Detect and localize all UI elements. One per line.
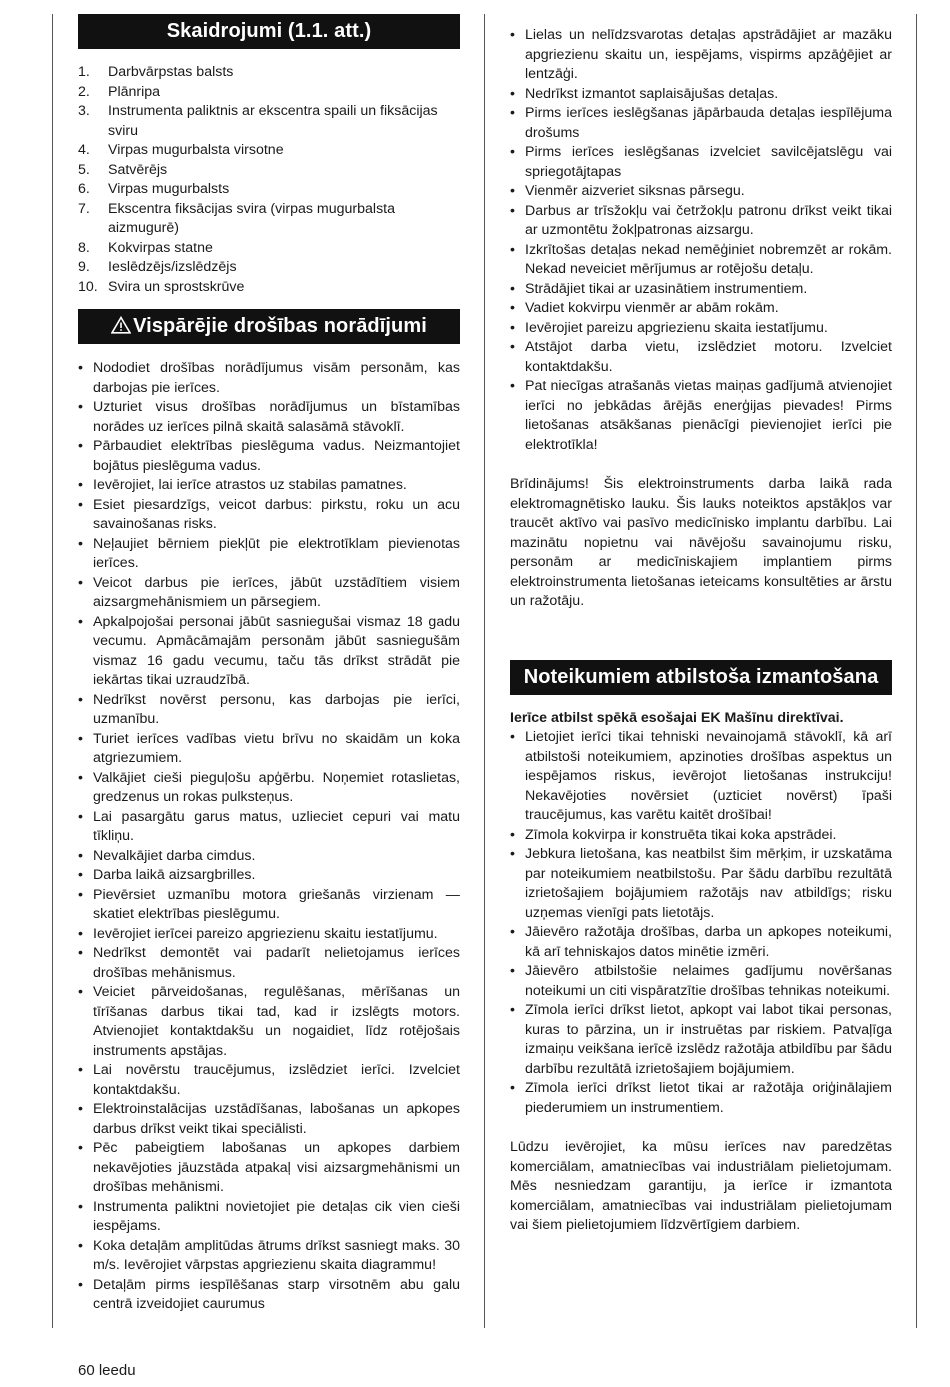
list-item: • Pirms ierīces ieslēgšanas jāpārbauda detaļas iespīlējuma drošums [510, 104, 892, 143]
left-margin-line [52, 14, 53, 1328]
warning-triangle-icon [111, 316, 131, 334]
list-item: • Zīmola kokvirpa ir konstruēta tikai koka apstrādei. [510, 826, 892, 846]
legend-item [78, 83, 460, 103]
list-item: • Vienmēr aizveriet siksnas pārsegu. [510, 182, 892, 202]
list-item: • Detaļām pirms iespīlēšanas starp virsotnēm abu galu centrā izveidojiet caurumus [78, 1276, 460, 1315]
list-item: • Vadiet kokvirpu vienmēr ar abām rokām. [510, 299, 892, 319]
legend-item [78, 180, 460, 200]
list-item: • Lielas un nelīdzsvarotas detaļas apstrādājiet ar mazāku apgriezienu skaitu un, iespējams, vispirms apzāģējiet ar lentzāģi. [510, 26, 892, 85]
list-item: • Strādājiet tikai ar uzasinātiem instrumentiem. [510, 280, 892, 300]
list-item: • Pievērsiet uzmanību motora griešanās virzienam — skatiet elektrības pieslēgumu. [78, 886, 460, 925]
legend-text: Satvērējs [108, 161, 168, 178]
legend-item [78, 102, 460, 141]
emf-warning-paragraph: Brīdinājums! Šis elektroinstruments darba laikā rada elektromagnētisko lauku. Šis lauks noteiktos apstākļos var traucēt aktīvo vai pasīvo medicīnisko implantu darbību. Lai mazinātu nopietnu vai nāvējošu savainojumu risku, personām ar medicīniskajiem implantiem pirms elektroinstrumenta lietošanas ieteicams konsultēties ar ārstu un ražotāju. [510, 476, 892, 609]
legend-number: 1. [78, 64, 90, 80]
list-item: • Nedrīkst izmantot saplaisājušas detaļas. [510, 85, 892, 105]
safety-list-continued [510, 26, 892, 455]
safety-list [78, 359, 460, 1315]
list-item: • Atstājot darba vietu, izslēdziet motoru. Izvelciet kontaktdakšu. [510, 338, 892, 377]
list-item: • Pat niecīgas atrašanās vietas maiņas gadījumā atvienojiet ierīci no jebkādas ārējās enerģijas pievades! Pirms lietošanas atsākšanas pienācīgi pievienojiet ierīci pie elektrotīkla! [510, 377, 892, 455]
right-margin-line [916, 14, 917, 1328]
section-heading-intended-use: Noteikumiem atbilstoša izmantošana [510, 660, 892, 695]
list-item: • Nedrīkst demontēt vai padarīt nelietojamus ierīces drošības mehānismus. [78, 944, 460, 983]
page-footer: 60 leedu [78, 1362, 136, 1379]
intended-use-list [510, 728, 892, 1118]
legend-number: 4. [78, 142, 90, 158]
directive-subheading: Ierīce atbilst spēkā esošajai EK Mašīnu direktīvai. [510, 709, 844, 726]
list-item: • Turiet ierīces vadības vietu brīvu no skaidām un koka atgriezumiem. [78, 730, 460, 769]
legend-item [78, 278, 460, 298]
list-item: • Nevalkājiet darba cimdus. [78, 847, 460, 867]
right-column [510, 26, 892, 1236]
list-item: • Esiet piesardzīgs, veicot darbus: pirkstu, roku un acu savainošanas risks. [78, 496, 460, 535]
section-heading-safety [78, 309, 460, 344]
legend-item [78, 161, 460, 181]
legend-text: Ekscentra fiksācijas svira (virpas mugurbalsta aizmugurē) [108, 200, 395, 236]
legend-text: Instrumenta paliktnis ar ekscentra spaili un fiksācijas sviru [108, 103, 438, 139]
list-item: • Darba laikā aizsargbrilles. [78, 866, 460, 886]
list-item: • Pārbaudiet elektrības pieslēguma vadus. Neizmantojiet bojātus pieslēguma vadus. [78, 437, 460, 476]
legend-text: Kokvirpas statne [108, 239, 213, 256]
legend-number: 6. [78, 181, 90, 197]
section-heading-legend: Skaidrojumi (1.1. att.) [78, 14, 460, 49]
legend-text: Ieslēdzējs/izslēdzējs [108, 259, 237, 275]
list-item: • Ievērojiet pareizu apgriezienu skaita iestatījumu. [510, 319, 892, 339]
legend-list [78, 63, 460, 297]
list-item: • Uzturiet visus drošības norādījumus un bīstamības norādes uz ierīces pilnā skaitā salasāmā stāvoklī. [78, 398, 460, 437]
legend-number: 2. [78, 83, 90, 100]
list-item: • Instrumenta paliktni novietojiet pie detaļas cik vien cieši iespējams. [78, 1198, 460, 1237]
list-item: • Neļaujiet bērniem piekļūt pie elektrotīklam pievienotas ierīces. [78, 535, 460, 574]
list-item: • Nododiet drošības norādījumus visām personām, kas darbojas pie ierīces. [78, 359, 460, 398]
list-item: • Jāievēro ražotāja drošības, darba un apkopes noteikumi, kā arī tehniskajos datos minētie izmēri. [510, 923, 892, 962]
legend-number: 9. [78, 259, 90, 275]
list-item: • Jebkura lietošana, kas neatbilst šim mērķim, ir uzskatāma par noteikumiem neatbilstošu. Par šādu darbību rezultātā izrietošajiem bojājumiem ražotājs nav atbildīgs; risku uzņemas vienīgi pats lietotājs. [510, 845, 892, 923]
legend-item [78, 200, 460, 239]
legend-number: 10. [78, 278, 98, 295]
list-item: • Izkrītošas detaļas nekad nemēģiniet nobremzēt ar rokām. Nekad neveiciet mērījumus ar rotējošu detaļu. [510, 241, 892, 280]
list-item: • Jāievēro atbilstošie nelaimes gadījumu novēršanas noteikumi un citi vispāratzītie drošības tehnikas noteikumi. [510, 962, 892, 1001]
list-item: • Zīmola ierīci drīkst lietot tikai ar ražotāja oriģinālajiem piederumiem un instrumentiem. [510, 1079, 892, 1118]
list-item: • Apkalpojošai personai jābūt sasniegušai vismaz 18 gadu vecumu. Apmācāmajām personām jābūt sasniegušām vismaz 16 gadu vecumu, taču tās drīkst strādāt pie iekārtas tikai uzraudzībā. [78, 613, 460, 691]
list-item: • Pēc pabeigtiem labošanas un apkopes darbiem nekavējoties jāuzstāda atpakaļ visi aizsargmehānismi un drošības mehānismi. [78, 1139, 460, 1198]
legend-item [78, 63, 460, 83]
list-item: • Ievērojiet ierīcei pareizo apgriezienu skaitu iestatījumu. [78, 925, 460, 945]
legend-item [78, 258, 460, 278]
list-item: • Koka detaļām amplitūdas ātrums drīkst sasniegt maks. 30 m/s. Ievērojiet vārpstas apgriezienu skaita diagrammu! [78, 1237, 460, 1276]
list-item: • Veicot darbus pie ierīces, jābūt uzstādītiem visiem aizsargmehānismiem un pārsegiem. [78, 574, 460, 613]
center-divider-line [484, 14, 485, 1328]
left-column [78, 14, 460, 1315]
legend-item [78, 239, 460, 259]
legend-number: 5. [78, 161, 90, 178]
list-item: • Lietojiet ierīci tikai tehniski nevainojamā stāvoklī, kā arī atbilstoši noteikumiem, apzinoties drošības aspektus un iespējamos riskus, ievērojot lietošanas instrukciju! Nekavējoties novērsiet (uzticiet novērst) īpaši traucējumus, kas varētu kaitēt drošībai! [510, 728, 892, 826]
commercial-use-paragraph: Lūdzu ievērojiet, ka mūsu ierīces nav paredzētas komerciālam, amatniecības vai industriālam pielietojumam. Mēs nesniedzam garantiju, ja ierīce ir izmantota komerciālam, amatniecības vai industriālam pielietojumam vai šiem pielietojumiem līdzvērtīgiem darbiem. [510, 1139, 892, 1233]
legend-number: 7. [78, 200, 90, 217]
list-item: • Pirms ierīces ieslēgšanas izvelciet savilcējatslēgu vai spriegotājtapas [510, 143, 892, 182]
list-item: • Ievērojiet, lai ierīce atrastos uz stabilas pamatnes. [78, 476, 460, 496]
safety-heading-text: Vispārējie drošības norādījumi [133, 315, 427, 337]
list-item: • Valkājiet cieši pieguļošu apģērbu. Noņemiet rotaslietas, gredzenus un rokas pulksteņus. [78, 769, 460, 808]
legend-item [78, 141, 460, 161]
list-item: • Darbus ar trīsžokļu vai četržokļu patronu drīkst veikt tikai ar uzmontētu žokļpatronas aizsargu. [510, 202, 892, 241]
list-item: • Elektroinstalācijas uzstādīšanas, labošanas un apkopes darbus drīkst veikt tikai speciālisti. [78, 1100, 460, 1139]
legend-number: 3. [78, 103, 90, 119]
list-item: • Lai pasargātu garus matus, uzlieciet cepuri vai matu tīkliņu. [78, 808, 460, 847]
legend-text: Svira un sprostskrūve [108, 278, 245, 295]
legend-text: Plānripa [108, 83, 161, 100]
legend-number: 8. [78, 239, 90, 256]
list-item: • Zīmola ierīci drīkst lietot, apkopt vai labot tikai personas, kuras to pārzina, un ir instruētas par riskiem. Patvaļīga izmaiņu veikšana ierīcē izslēdz ražotāja atbildību par šādu darbību rezultātā izrietošajiem bojājumiem. [510, 1001, 892, 1079]
legend-text: Virpas mugurbalsts [108, 181, 230, 197]
legend-text: Virpas mugurbalsta virsotne [108, 142, 284, 158]
list-item: • Lai novērstu traucējumus, izslēdziet ierīci. Izvelciet kontaktdakšu. [78, 1061, 460, 1100]
list-item: • Veiciet pārveidošanas, regulēšanas, mērīšanas un tīrīšanas darbus tikai tad, kad ir izslēgts motors. Atvienojiet kontaktdakšu un nogaidiet, līdz rotējošais instruments apstājas. [78, 983, 460, 1061]
legend-text: Darbvārpstas balsts [108, 64, 234, 80]
list-item: • Nedrīkst novērst personu, kas darbojas pie ierīci, uzmanību. [78, 691, 460, 730]
